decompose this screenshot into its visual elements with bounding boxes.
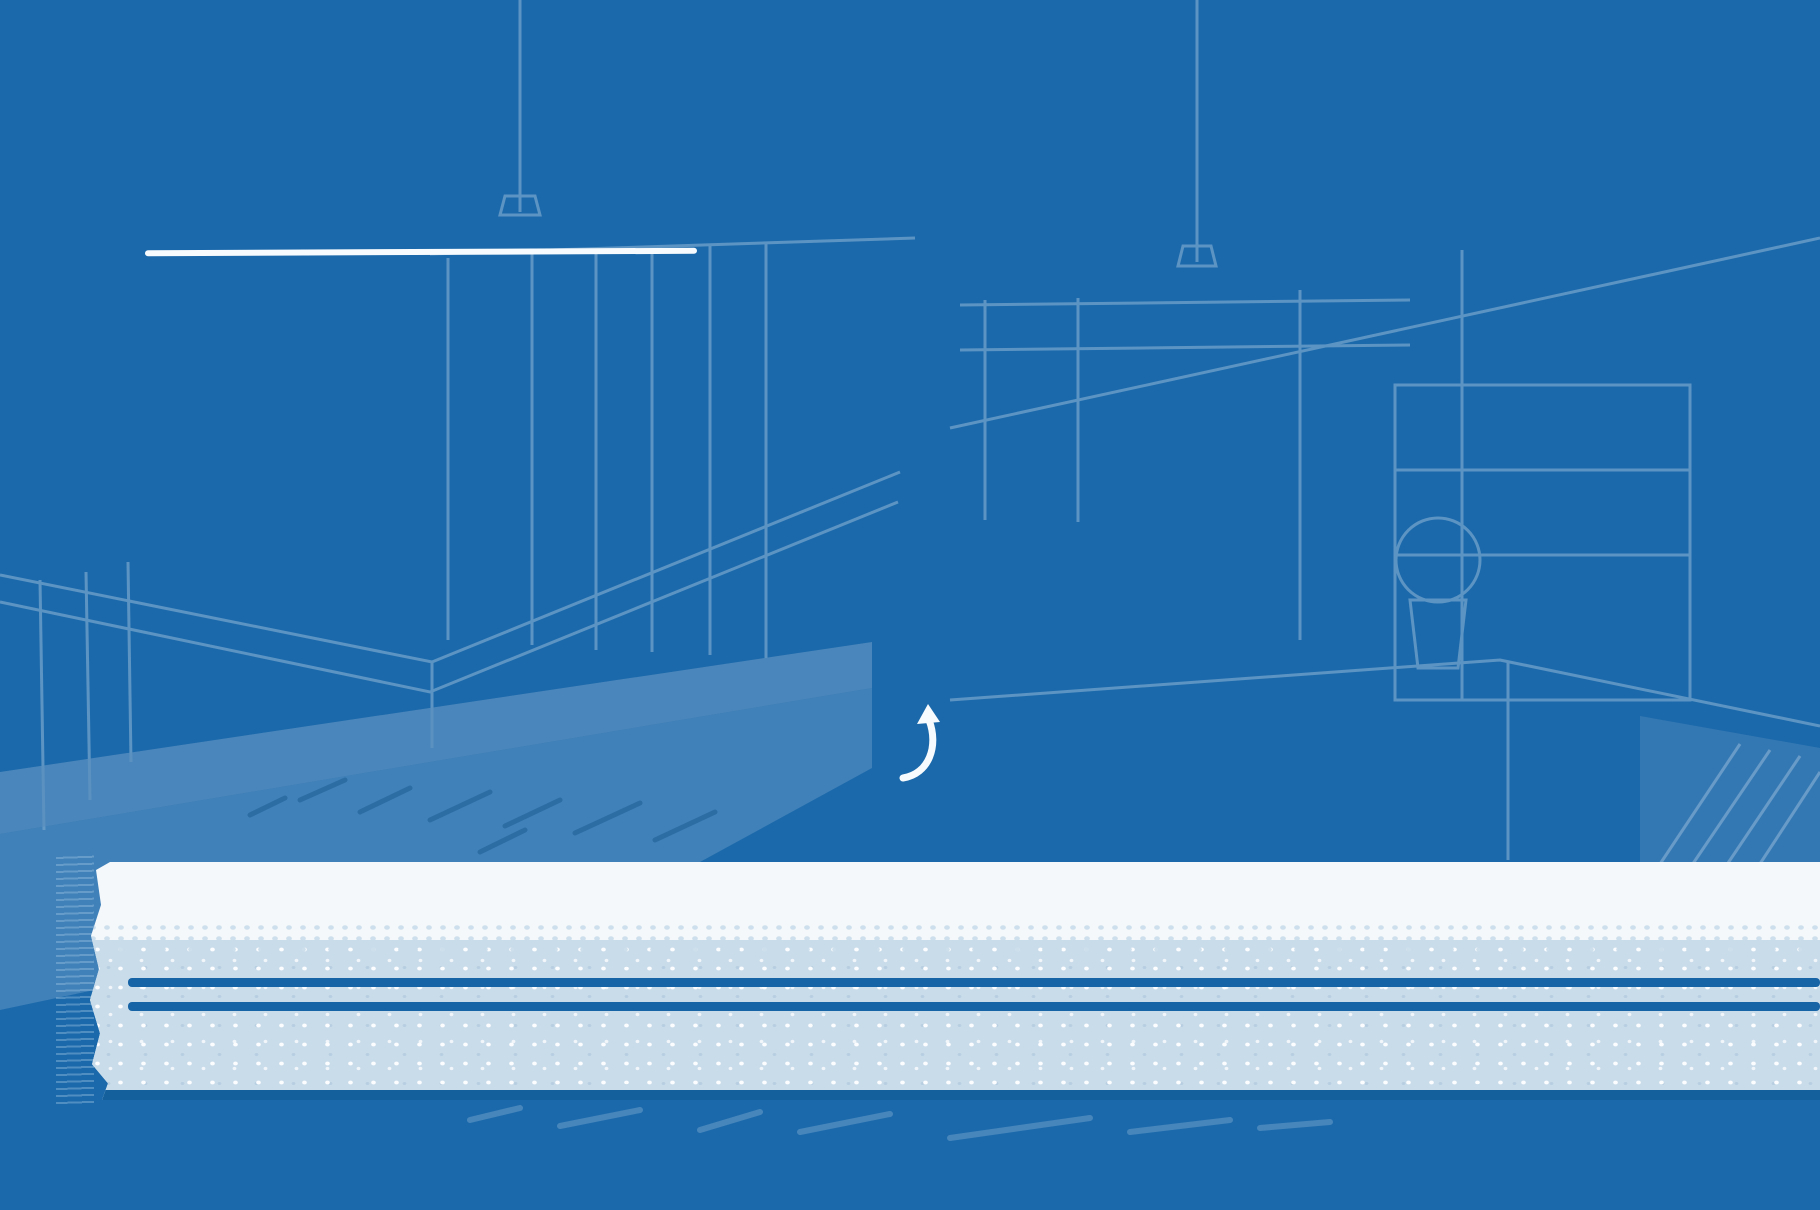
curved-up-arrow-icon — [895, 698, 955, 788]
ruler — [86, 862, 1820, 1100]
ruler-bottom-scale — [86, 862, 1820, 1100]
heading-underline — [145, 248, 697, 256]
paragraph-1 — [1087, 103, 1727, 105]
ruler-bottom-edge — [94, 1090, 1820, 1100]
paragraph-2 — [1087, 532, 1727, 534]
ruler-left-hatch — [56, 852, 94, 1104]
